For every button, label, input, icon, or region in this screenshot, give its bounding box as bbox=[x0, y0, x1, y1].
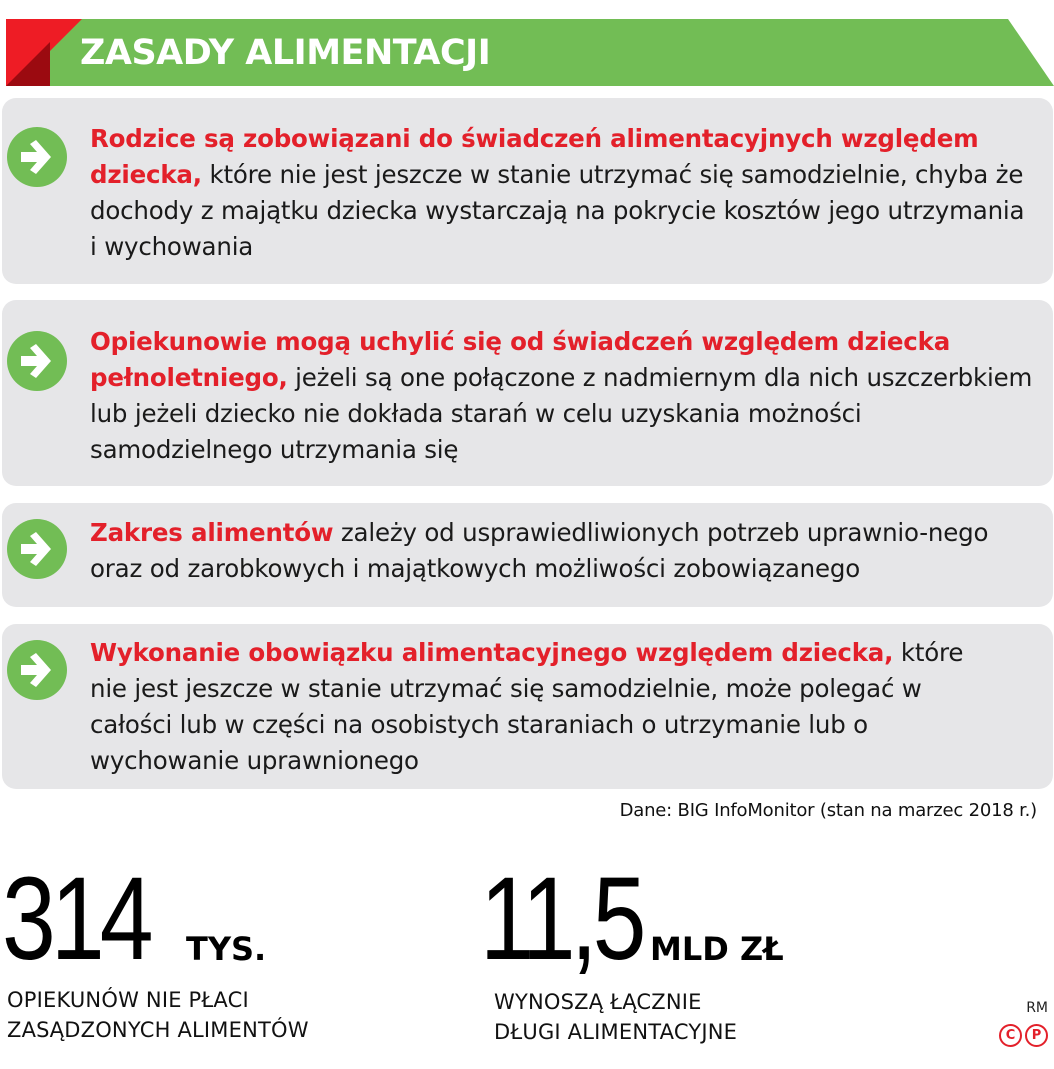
stat-caption bbox=[7, 985, 309, 1045]
stat-unit: TYS. bbox=[186, 930, 267, 968]
rule-body: jeżeli są one połączone z nadmiernym dla nich uszczerbkiem lub jeżeli dziecko nie dokłada starań w celu uzyskania możności samodzielnego utrzymania się bbox=[90, 363, 1033, 464]
rule-body: zależy od usprawiedliwionych potrzeb uprawnio-nego oraz od zarobkowych i majątkowych możliwości zobowiązanego bbox=[90, 518, 989, 583]
stat-unit: MLD ZŁ bbox=[650, 930, 784, 968]
copyright-icon: C bbox=[999, 1024, 1022, 1047]
rule-text bbox=[90, 515, 1033, 587]
rule-card bbox=[2, 98, 1053, 284]
rule-text bbox=[90, 635, 993, 779]
phonogram-icon: P bbox=[1025, 1024, 1048, 1047]
rule-card bbox=[2, 624, 1053, 789]
arrow-right-icon bbox=[7, 127, 67, 187]
data-source: Dane: BIG InfoMonitor (stan na marzec 2018 r.) bbox=[619, 800, 1037, 821]
rule-lead: Rodzice są zobowiązani do świadczeń alimentacyjnych względem dziecka, bbox=[90, 124, 979, 189]
stat-caption-line: DŁUGI ALIMENTACYJNE bbox=[494, 1020, 738, 1044]
rule-text bbox=[90, 121, 1033, 265]
header-banner bbox=[0, 19, 1054, 86]
rule-card bbox=[2, 503, 1053, 607]
rule-lead: Wykonanie obowiązku alimentacyjnego względem dziecka, bbox=[90, 638, 894, 667]
stat-caption bbox=[494, 987, 737, 1047]
rule-body: które nie jest jeszcze w stanie utrzymać się samodzielnie, chyba że dochody z majątku dziecka wystarczają na pokrycie kosztów jego utrzymania i wychowania bbox=[90, 160, 1025, 261]
author-initials: RM bbox=[1026, 1000, 1048, 1016]
rule-card bbox=[2, 300, 1053, 486]
stat-debt bbox=[478, 853, 958, 1060]
page-title: ZASADY ALIMENTACJI bbox=[80, 33, 491, 73]
credit bbox=[988, 1000, 1048, 1050]
rule-lead: Opiekunowie mogą uchylić się od świadczeń względem dziecka pełnoletniego, bbox=[90, 327, 951, 392]
stat-value: 314 bbox=[2, 853, 149, 985]
arrow-right-icon bbox=[7, 331, 67, 391]
stat-caption-line: OPIEKUNÓW NIE PŁACI bbox=[7, 988, 249, 1012]
copyright-marks bbox=[999, 1024, 1048, 1047]
stat-value: 11,5 bbox=[480, 853, 642, 985]
stat-caption-line: ZASĄDZONYCH ALIMENTÓW bbox=[7, 1018, 309, 1042]
rule-body: które nie jest jeszcze w stanie utrzymać się samodzielnie, może polegać w całości lub w części na osobistych staraniach o utrzymanie lub o wychowanie uprawnionego bbox=[90, 638, 964, 775]
arrow-right-icon bbox=[7, 640, 67, 700]
stat-guardians bbox=[0, 853, 460, 1060]
stat-caption-line: WYNOSZĄ ŁĄCZNIE bbox=[494, 990, 702, 1014]
rule-lead: Zakres alimentów bbox=[90, 518, 334, 547]
arrow-right-icon bbox=[7, 519, 67, 579]
rule-text bbox=[90, 324, 1033, 468]
